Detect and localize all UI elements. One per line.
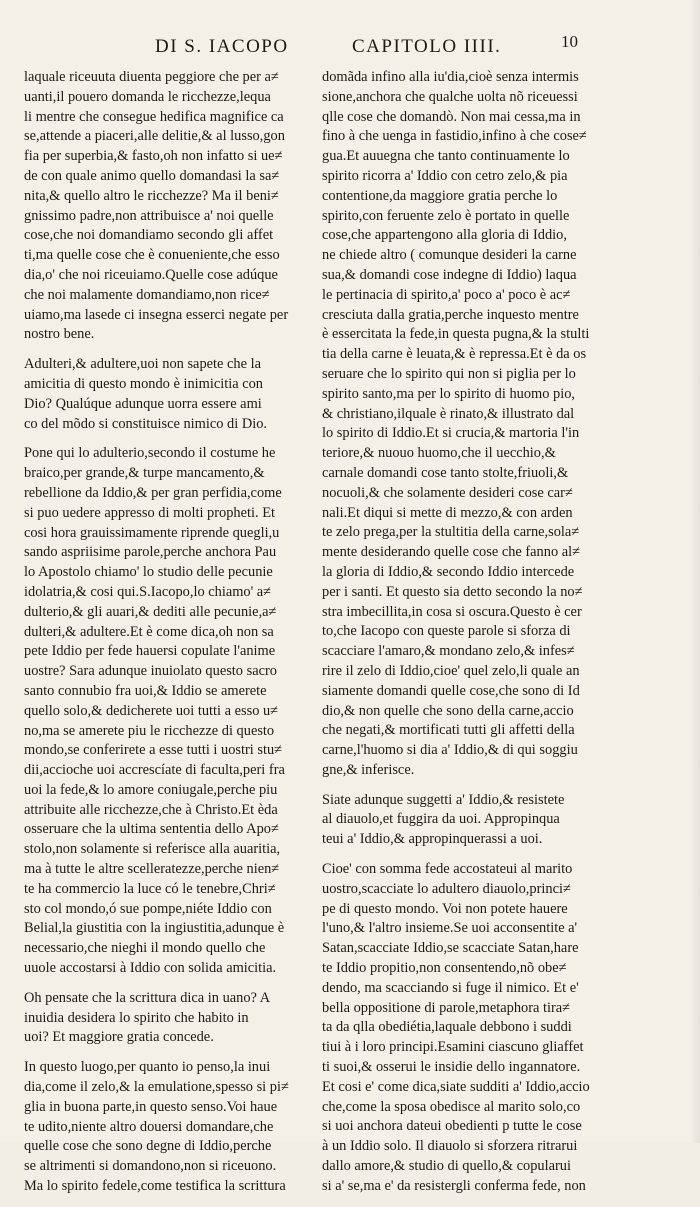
text-line: laquale riceuuta diuenta peggiore che per a≠ [24, 69, 279, 85]
paragraph [322, 860, 600, 1197]
left-text-column [24, 68, 302, 1207]
text-line: Adulteri,& adultere,uoi non sapete che la [24, 356, 261, 373]
text-line: cose,che noi domandiamo secondo gli affet [24, 227, 274, 244]
text-line: spirito santo,ma per lo spirito di huomo pio, [322, 385, 576, 402]
text-line: se altrimenti si domandono,non si riceuono. [24, 1158, 277, 1175]
header-book-title: DI S. IACOPO [155, 36, 289, 57]
text-line: sto col mondo,ó sue pompe,niéte Iddio con [24, 900, 272, 917]
text-line: amicitia di questo mondo è inimicitia con [24, 375, 263, 392]
text-line: uanti,il pouero domanda le ricchezze,lequa [24, 88, 271, 105]
text-line: necessario,che nieghi il mondo quello che [24, 940, 266, 957]
text-line: dio,& non quelle che sono della carne,accio [322, 702, 574, 719]
text-line: domãda infino alla iu'dia,cioè senza intermis [322, 69, 579, 85]
page-number: 10 [561, 32, 578, 51]
text-line: Belial,la giustitia con la ingiustitia,adunque è [24, 920, 285, 937]
text-line: Oh pensate che la scrittura dica in uano? A [24, 989, 271, 1006]
text-line: dia,o' che noi riceuiamo.Quelle cose adúque [24, 266, 278, 283]
paragraph [24, 355, 302, 434]
text-line: carne,l'huomo si dia a' Iddio,& di qui soggiu [322, 742, 578, 759]
text-line: à un Iddio solo. Il diauolo si sforzera ritrarui [322, 1138, 578, 1155]
text-line: ti,ma quelle cose che è conueniente,che esso [24, 247, 280, 264]
text-line: Satan,scacciate Iddio,se scacciate Satan,hare [322, 940, 579, 957]
text-line: Cioe' con somma fede accostateui al marito [322, 861, 573, 878]
text-line: siamente domandi quelle cose,che sono di Id [322, 682, 580, 699]
text-line: uiamo,ma lasede ci insegna esserci negate per [24, 306, 289, 323]
text-line: pe di questo mondo. Voi non potete hauere [322, 900, 568, 917]
text-line: gne,& inferisce. [322, 761, 415, 778]
text-line: lo spirito di Iddio.Et si crucia,& martoria l'in [322, 425, 580, 442]
text-line: teui a' Iddio,& appropinquerassi a uoi. [322, 831, 543, 848]
paragraph [322, 791, 600, 850]
text-line: si uoi anchora dateui obedienti p tutte le cose [322, 1118, 582, 1135]
text-line: dallo amore,& studio di quello,& copularui [322, 1158, 571, 1175]
text-line: inuidia desidera lo spirito che habito in [24, 1009, 249, 1026]
text-line: gnissimo padre,non attribuisce a' noi quelle [24, 207, 274, 224]
text-line: stolo,non solamente si referisce alla auaritia, [24, 841, 281, 858]
text-line: le pertinacia di spirito,a' poco a' poco è ac≠ [322, 286, 571, 303]
running-header [0, 22, 700, 62]
text-line: si a' se,ma e' da resistergli conferma fede, non [322, 1177, 586, 1194]
text-line: cose,che appartengono alla gloria di Iddio, [322, 227, 567, 244]
text-line: nocuoli,& che solamente desideri cose car≠ [322, 484, 573, 501]
text-line: dulteri,& adultere.Et è come dica,oh non sa [24, 623, 274, 640]
text-line: che negati,& mortificati tutti gli affetti della [322, 722, 575, 739]
text-line: tia della carne è leuata,& è repressa.Et è da os [322, 346, 587, 363]
paragraph [24, 444, 302, 979]
text-line: sione,anchora che qualche uolta nõ riceuessi [322, 88, 578, 105]
text-line: dii,accioche uoi accrescíate di faculta,peri fra [24, 762, 285, 779]
text-line: cosi hora grauissimamente riprende quegli,u [24, 524, 280, 541]
text-line: qlle cose che domandò. Non mai cessa,ma in [322, 108, 581, 125]
text-line: è essercitata la fede,in questa pugna,& la stulti [322, 326, 590, 343]
text-line: sando aspriisime parole,perche anchora Pau [24, 544, 277, 561]
text-line: nali.Et diqui si mette di mezzo,& con arden [322, 504, 573, 521]
text-line: rire il zelo di Iddio,cioe' quel zelo,li quale an [322, 662, 580, 679]
paragraph [24, 1058, 302, 1197]
text-line: idolatria,& cosi qui.S.Iacopo,lo chiamo' a≠ [24, 583, 272, 600]
text-line: ta da qlla obediétia,laquale debbono i suddi [322, 1019, 572, 1036]
text-line: fino à che uenga in fastidio,infino à che cose≠ [322, 128, 587, 145]
text-line: attribuite alle ricchezze,che à Christo.Et èda [24, 801, 278, 818]
text-line: spirito,con feruente zelo è portato in quelle [322, 207, 570, 224]
text-line: teriore,& nuouo huomo,che il uecchio,& [322, 445, 556, 462]
text-line: dendo, ma scacciando si fuge il nimico. Et e' [322, 979, 579, 996]
text-line: Siate adunque suggetti a' Iddio,& resistete [322, 791, 565, 808]
text-line: seruare che lo spirito qui non si piglia per lo [322, 365, 576, 382]
text-line: co del mõdo si constituisce nimico di Dio. [24, 415, 268, 432]
page-edge-shadow [690, 0, 700, 1143]
text-line: uuole accostarsi à Iddio con solida amicitia. [24, 960, 277, 977]
text-line: te Iddio propitio,non consentendo,nõ obe≠ [322, 960, 567, 977]
text-line: la gloria di Iddio,& secondo Iddio intercede [322, 563, 575, 580]
text-line: che,come la sposa obedisce al marito solo,co [322, 1098, 581, 1115]
text-line: contentione,da maggiore gratia perche lo [322, 187, 558, 204]
text-line: carnale domandi cose tanto stolte,friuoli,& [322, 464, 569, 481]
text-line: ne chiede altro ( comunque desideri la carne [322, 247, 577, 264]
text-line: quello solo,& dedicherete uoi tutti a esso u≠ [24, 702, 279, 719]
text-line: te zelo prega,per la stultitia della carne,sola≠ [322, 524, 580, 541]
text-line: dia,come il zelo,& la emulatione,spesso si pi≠ [24, 1079, 289, 1096]
text-line: dulterio,& gli auari,& dediti alle pecunie,a≠ [24, 603, 277, 620]
text-line: ti suoi,& osserui le insidie dello ingannatore. [322, 1059, 581, 1076]
text-line: scacciare l'amaro,& mondano zelo,& infes≠ [322, 643, 575, 660]
text-line: se,attende a piaceri,alle delitie,& al lusso,gon [24, 128, 285, 145]
text-line: uostro,scacciate lo adultero diauolo,princi≠ [322, 880, 571, 897]
paragraph [24, 68, 302, 345]
paragraph [24, 989, 302, 1048]
text-line: te udito,niente altro douersi domandare,che [24, 1118, 274, 1135]
text-line: stra imbecillita,in cosa si oscura.Questo è cer [322, 603, 582, 620]
text-line: lo Apostolo chiamo' lo studio delle pecunie [24, 564, 273, 581]
text-line: uostre? Sara adunque inuiolato questo sacro [24, 663, 277, 680]
text-line: che noi malamente domandiamo,non rice≠ [24, 286, 270, 303]
text-line: bella oppositione di parole,metaphora tira≠ [322, 999, 571, 1016]
text-line: l'uno,& l'altro insieme.Se uoi acconsentite a' [322, 920, 578, 937]
text-line: pete Iddio per fede hauersi copulate l'anime [24, 643, 276, 660]
right-text-column [322, 68, 600, 1207]
text-line: gua.Et auuegna che tanto continuamente lo [322, 148, 570, 165]
text-line: mondo,se conferirete a esse tutti i uostri stu≠ [24, 742, 283, 759]
text-line: to,che Iacopo con queste parole si sforza di [322, 623, 571, 640]
text-line: al diauolo,et fuggira da uoi. Appropinqua [322, 811, 560, 828]
text-line: te ha commercio la luce có le tenebre,Chri≠ [24, 880, 276, 897]
text-line: uoi la fede,& lo amore coniugale,perche piu [24, 781, 278, 798]
text-line: fia per superbia,& fasto,oh non infatto si ue≠ [24, 148, 283, 165]
text-line: Et cosi e' come dica,siate sudditi a' Iddio,accio [322, 1078, 590, 1095]
text-line: de con quale animo quello domandasi la sa≠ [24, 167, 280, 184]
text-line: santo connubio fra uoi,& Iddio se amerete [24, 682, 267, 699]
text-line: si puo uedere appresso di molti propheti. Et [24, 504, 275, 521]
text-line: cresciuta dalla gratia,perche inquesto mentre [322, 306, 579, 323]
text-line: rebellione da Iddio,& per gran perfidia,come [24, 484, 282, 501]
text-line: & christiano,ilquale è rinato,& illustrato dal [322, 405, 575, 422]
text-line: quelle cose che sono degne di Iddio,perche [24, 1138, 272, 1155]
text-line: Ma lo spirito fedele,come testifica la scrittura [24, 1178, 286, 1195]
text-line: spirito ricorra a' Iddio con cetro zelo,& pia [322, 167, 568, 184]
text-line: nita,& quello altro le ricchezze? Ma il beni≠ [24, 187, 279, 204]
text-line: nostro bene. [24, 326, 95, 343]
text-line: li mentre che consegue hedifica magnifice ca [24, 108, 284, 125]
paragraph [322, 68, 600, 781]
text-line: In questo luogo,per quanto io penso,la inui [24, 1059, 271, 1076]
header-chapter: CAPITOLO IIII. [352, 36, 502, 57]
text-line: ma à tutte le altre scelleratezze,perche nien≠ [24, 861, 280, 878]
text-line: Dio? Qualúque adunque uorra essere ami [24, 395, 262, 412]
text-line: osseruare che la ultima sententia dello Apo≠ [24, 821, 279, 838]
text-line: sua,& domandi cose indegne di Iddio) laqua [322, 266, 577, 283]
text-line: braico,per grande,& turpe mancamento,& [24, 465, 265, 482]
text-line: Pone qui lo adulterio,secondo il costume he [24, 445, 276, 462]
text-line: no,ma se amerete piu le ricchezze di questo [24, 722, 275, 739]
text-line: per i santi. Et questo sia detto secondo la no≠ [322, 583, 583, 600]
text-line: glia in buona parte,in questo senso.Voi haue [24, 1098, 278, 1115]
text-line: mente desiderando quelle cose che fanno al≠ [322, 544, 581, 561]
text-line: tiui à i loro principi.Esamini ciascuno gliaffet [322, 1039, 584, 1056]
text-line: uoi? Et maggiore gratia concede. [24, 1029, 214, 1046]
